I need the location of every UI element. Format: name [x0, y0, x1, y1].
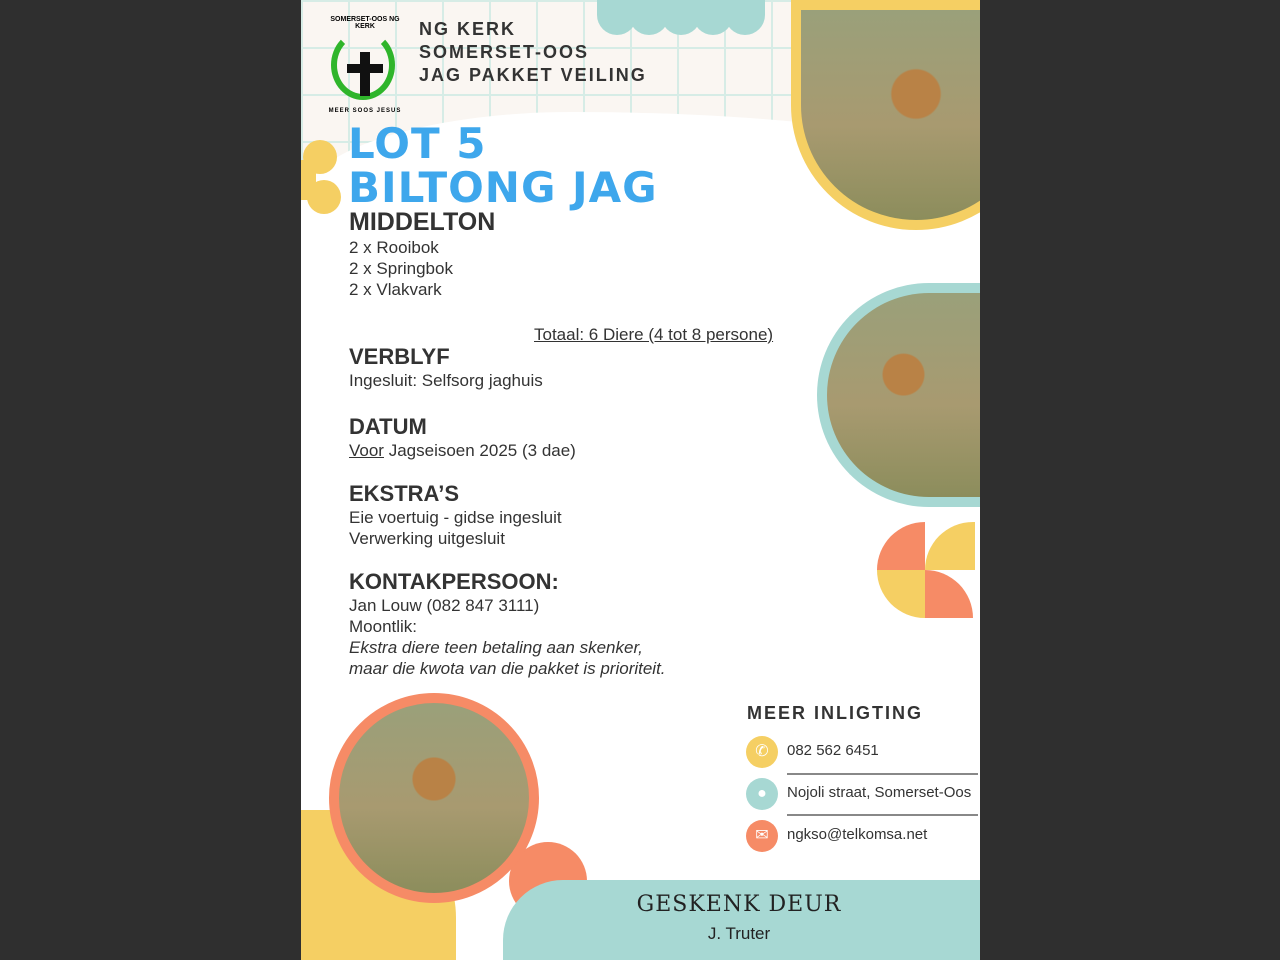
kontak-name: Jan Louw (082 847 3111): [349, 596, 540, 615]
verblyf-heading: VERBLYF: [349, 344, 450, 369]
verblyf-text: Ingesluit: Selfsorg jaghuis: [349, 371, 543, 390]
decor-shape: [877, 522, 925, 570]
divider: [787, 814, 978, 816]
decor-shape: [877, 570, 925, 618]
info-heading: MEER INLIGTING: [747, 703, 923, 723]
lot-number: LOT 5: [348, 119, 487, 168]
header-line: NG KERK: [419, 19, 517, 39]
divider: [787, 773, 978, 775]
ekstras-line: Eie voertuig - gidse ingesluit: [349, 508, 562, 527]
kontak-note: Ekstra diere teen betaling aan skenker,: [349, 638, 643, 657]
kontak-section: [349, 569, 666, 679]
decor-shape: [925, 570, 973, 618]
info-email: ngkso@telkomsa.net: [787, 826, 928, 843]
location-pin-icon: ●: [746, 778, 778, 810]
kontak-moontlik: Moontlik:: [349, 617, 418, 636]
poster: [301, 0, 980, 960]
total-text: Totaal: 6 Diere (4 tot 8 persone): [534, 325, 774, 344]
mail-icon: ✉: [746, 820, 778, 852]
datum-voor: Voor: [349, 441, 384, 460]
springbok-photo: [329, 693, 539, 903]
ekstras-heading: EKSTRA’S: [349, 481, 460, 506]
church-logo: [323, 16, 407, 120]
footer-band: [503, 880, 980, 960]
header-line: JAG PAKKET VEILING: [419, 65, 647, 85]
info-phone: 082 562 6451: [787, 742, 879, 759]
content: [349, 208, 819, 300]
animal-item: 2 x Rooibok: [349, 238, 439, 257]
datum-section: [349, 414, 576, 461]
lot-title: [348, 119, 658, 212]
header-line: SOMERSET-OOS: [419, 42, 590, 62]
animal-item: 2 x Vlakvark: [349, 280, 442, 299]
footer-label: GESKENK DEUR: [636, 892, 842, 917]
kontak-heading: KONTAKPERSOON:: [349, 569, 559, 594]
location-heading: MIDDELTON: [349, 208, 496, 236]
logo-bottom-text: MEER SOOS JESUS: [328, 108, 402, 114]
footer-donor: J. Truter: [707, 924, 771, 943]
animal-item: 2 x Springbok: [349, 259, 453, 278]
kontak-note: maar die kwota van die pakket is prioriteit.: [349, 659, 666, 678]
ekstras-line: Verwerking uitgesluit: [349, 529, 505, 548]
logo-top-text: SOMERSET-OOS NG KERK: [330, 16, 400, 30]
phone-icon: ✆: [746, 736, 778, 768]
datum-text: Jagseisoen 2025 (3 dae): [383, 441, 576, 460]
info-address: Nojoli straat, Somerset-Oos: [787, 784, 972, 801]
decor-shape: [925, 522, 975, 570]
header-title: [419, 18, 647, 87]
datum-heading: DATUM: [349, 414, 427, 439]
decor-bar: [301, 160, 316, 200]
lot-name: BILTONG JAG: [348, 163, 658, 212]
ekstras-section: [349, 481, 562, 549]
verblyf-section: [349, 344, 543, 391]
